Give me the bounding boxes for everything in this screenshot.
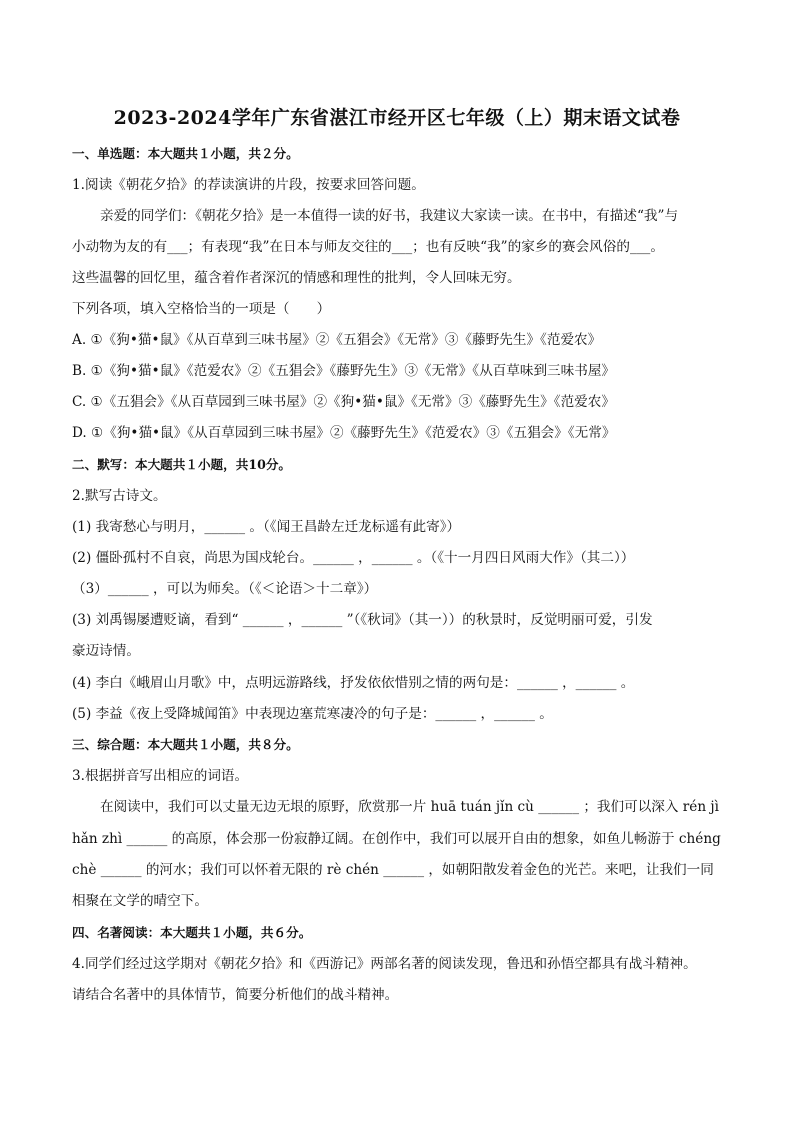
passage-line: 这些温馨的回忆里，蕴含着作者深沉的情感和理性的批判，令人回味无穷。: [72, 270, 521, 286]
dictation-item: (1) 我寄愁心与明月，______ 。（《闻王昌龄左迁龙标遥有此寄》）: [72, 519, 461, 535]
question-2-stem: 2.默写古诗文。: [72, 488, 167, 504]
section-heading-1: 一、单选题：本大题共１小题，共２分。: [72, 146, 299, 161]
question-3-stem: 3.根据拼音写出相应的词语。: [72, 768, 249, 784]
dictation-item: (5) 李益《夜上受降城闻笛》中表现边塞荒寒凄冷的句子是：______ ，______ 。: [72, 706, 553, 722]
dictation-item: （3）______ ，可以为师矣。（《＜论语＞十二章》）: [72, 581, 378, 597]
pinyin-passage-line: 在阅读中，我们可以丈量无边无垠的原野，欣赏那一片 huā tuán jǐn cù ______ ；我们可以深入 rén jì: [100, 799, 719, 815]
dictation-item-continued: 豪迈诗情。: [72, 643, 140, 659]
question-1-stem: 1.阅读《朝花夕拾》的荐读演讲的片段，按要求回答问题。: [72, 177, 425, 193]
option-d: D. ①《狗•猫•鼠》《从百草园到三味书屋》②《藤野先生》《范爱农》③《五猖会》《无常》: [72, 425, 616, 441]
pinyin-passage-line: chè ______ 的河水；我们可以怀着无限的 rè chén ______ ，如朝阳散发着金色的光芒。来吧，让我们一同: [72, 862, 714, 878]
question-prompt: 下列各项，填入空格恰当的一项是（ ）: [72, 301, 331, 317]
dictation-item: (3) 刘禹锡屡遭贬谪，看到“ ______ ，______ ”（《秋词》（其一））的秋景时，反觉明丽可爱，引发: [72, 612, 653, 628]
passage-line: 小动物为友的有___；有表现“我”在日本与师友交往的___；也有反映“我”的家乡的赛会风俗的___。: [72, 239, 664, 255]
dictation-item: (2) 僵卧孤村不自哀，尚思为国戍轮台。______ ，______ 。（《十一月四日风雨大作》（其二））: [72, 550, 635, 566]
dictation-item: (4) 李白《峨眉山月歌》中，点明远游路线，抒发依依惜别之情的两句是：______ ，______ 。: [72, 675, 635, 691]
option-a: A. ①《狗•猫•鼠》《从百草到三味书屋》②《五猖会》《无常》③《藤野先生》《范爱农》: [72, 332, 602, 348]
section-heading-2: 二、默写：本大题共１小题，共10分。: [72, 457, 292, 472]
section-heading-3: 三、综合题：本大题共１小题，共８分。: [72, 737, 299, 752]
section-heading-4: 四、名著阅读：本大题共１小题，共６分。: [72, 925, 312, 940]
question-4-stem-continued: 请结合名著中的具体情节，简要分析他们的战斗精神。: [72, 987, 399, 1003]
question-4-stem: 4.同学们经过这学期对《朝花夕拾》和《西游记》两部名著的阅读发现，鲁迅和孙悟空都具有战斗精神。: [72, 956, 697, 972]
pinyin-passage-line: hǎn zhì ______ 的高原，体会那一份寂静辽阔。在创作中，我们可以展开自由的想象，如鱼儿畅游于 chéng: [72, 831, 721, 847]
passage-line: 亲爱的同学们：《朝花夕拾》是一本值得一读的好书，我建议大家读一读。在书中，有描述“我”与: [100, 208, 679, 224]
option-c: C. ①《五猖会》《从百草园到三味书屋》②《狗•猫•鼠》《无常》③《藤野先生》《范爱农》: [72, 394, 615, 410]
option-b: B. ①《狗•猫•鼠》《范爱农》②《五猖会》《藤野先生》③《无常》《从百草味到三味书屋》: [72, 363, 616, 379]
pinyin-passage-line: 相聚在文学的晴空下。: [72, 893, 208, 909]
exam-title: 2023-2024学年广东省湛江市经开区七年级（上）期末语文试卷: [113, 107, 681, 129]
